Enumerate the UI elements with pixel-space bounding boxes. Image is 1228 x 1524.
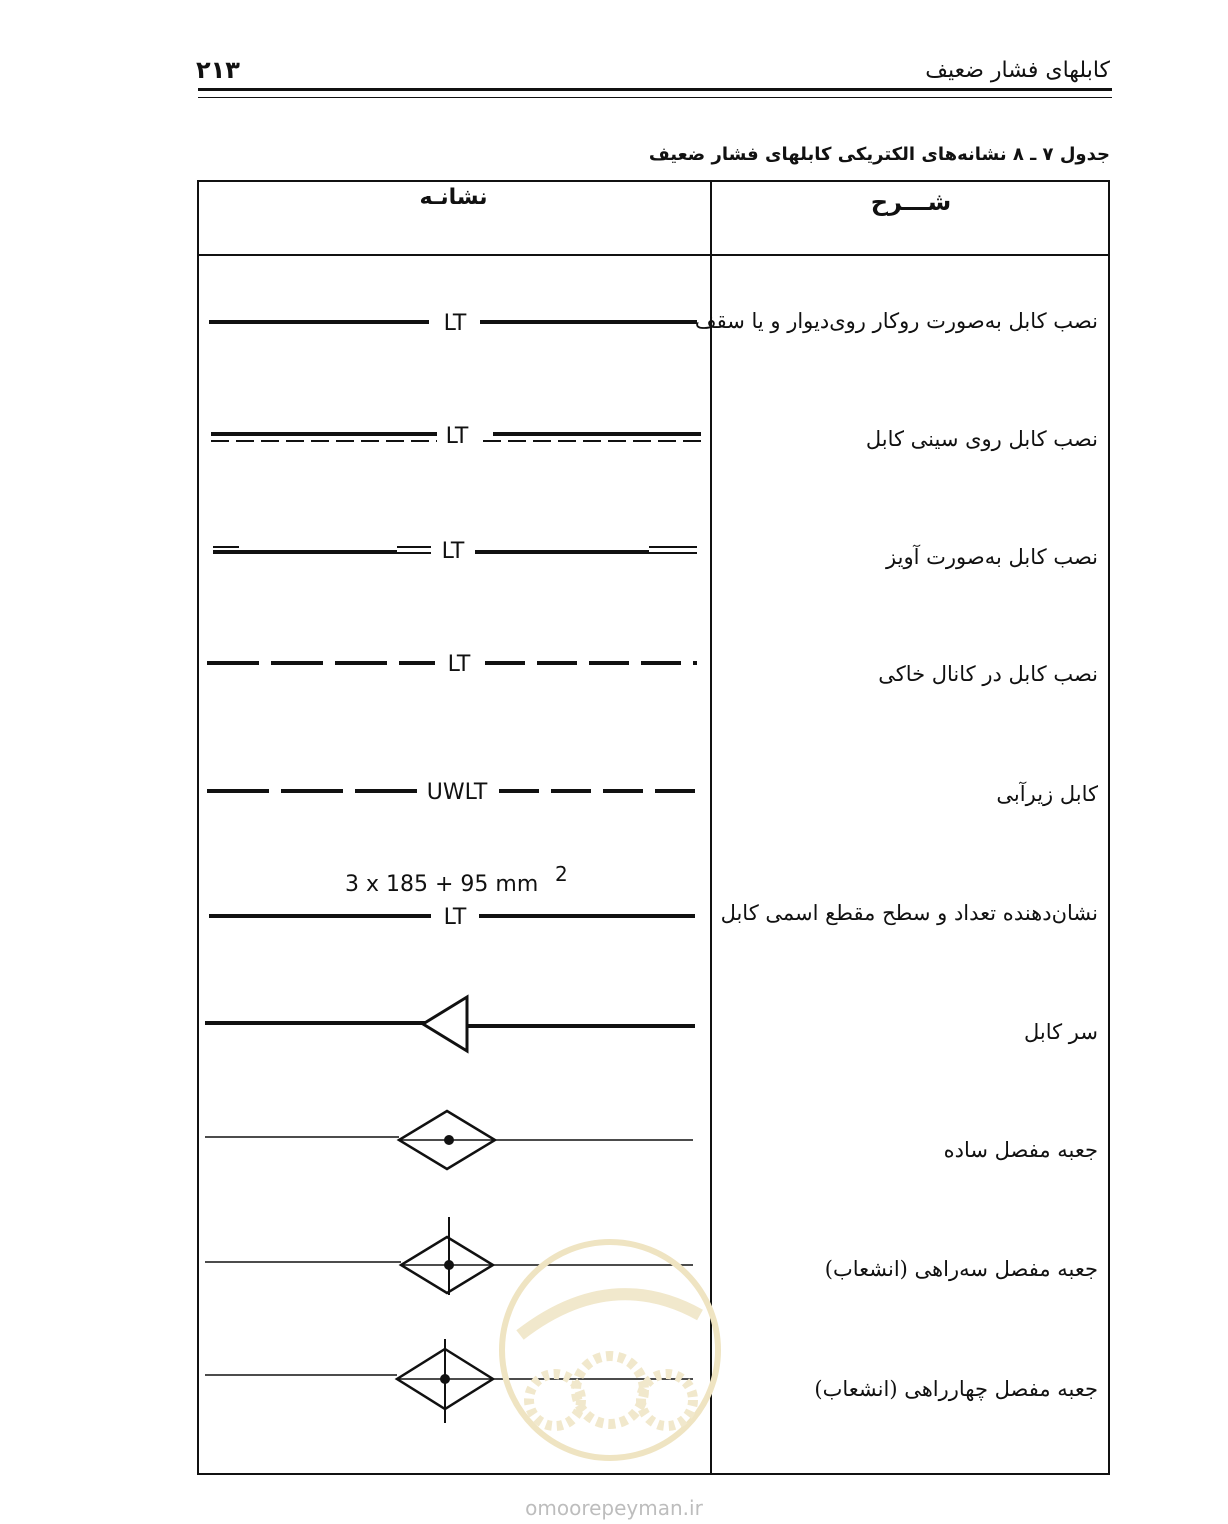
symbol-surface-mount <box>209 311 697 336</box>
row-7-description: سر کابل <box>1023 1020 1098 1044</box>
symbol-label: LT <box>443 311 467 336</box>
symbol-underwater <box>207 780 697 805</box>
column-header-symbol: نشانـه <box>419 185 488 210</box>
row-9-description: جعبه مفصل سه‌راهی (انشعاب) <box>824 1257 1098 1281</box>
row-5-description: کابل زیرآبی <box>996 782 1098 806</box>
symbol-label: LT <box>445 424 469 449</box>
row-6-description: نشان‌دهنده تعداد و سطح مقطع اسمی کابل <box>720 901 1098 925</box>
symbol-simple-joint <box>205 1111 693 1169</box>
page-number: ۲۱۳ <box>196 56 240 84</box>
symbol-suspended <box>213 539 697 564</box>
cross-section-exponent: 2 <box>555 862 568 886</box>
symbol-label: LT <box>441 539 465 564</box>
row-3-description: نصب کابل به‌صورت آویز <box>886 545 1098 569</box>
running-header-title: کابلهای فشار ضعیف <box>925 58 1110 83</box>
cross-section-annotation: 3 x 185 + 95 mm <box>345 872 539 897</box>
symbol-label: UWLT <box>426 780 488 805</box>
symbol-cable-tray <box>211 424 701 449</box>
row-1-description: نصب کابل به‌صورت روکار روی‌دیوار و یا سقف <box>694 309 1098 333</box>
site-credit: omoorepeyman.ir <box>525 1496 703 1520</box>
symbol-cable-head <box>205 997 695 1051</box>
row-8-description: جعبه مفصل ساده <box>943 1138 1098 1162</box>
header-rule-thick <box>198 88 1112 91</box>
row-4-description: نصب کابل در کانال خاکی <box>878 662 1098 686</box>
header-rule-thin <box>198 97 1112 98</box>
symbol-label: LT <box>447 652 471 677</box>
row-2-description: نصب کابل روی سینی کابل <box>865 427 1098 451</box>
symbol-label: LT <box>443 905 467 930</box>
symbol-earth-channel <box>207 652 697 677</box>
table-caption: جدول ۷ ـ ۸ نشانه‌های الکتریکی کابلهای فشار ضعیف <box>648 144 1110 165</box>
column-header-description: شـــرح <box>870 188 952 216</box>
symbol-cross-section <box>209 862 695 930</box>
publisher-watermark-seal <box>495 1235 725 1465</box>
row-10-description: جعبه مفصل چهارراهی (انشعاب) <box>814 1377 1098 1401</box>
